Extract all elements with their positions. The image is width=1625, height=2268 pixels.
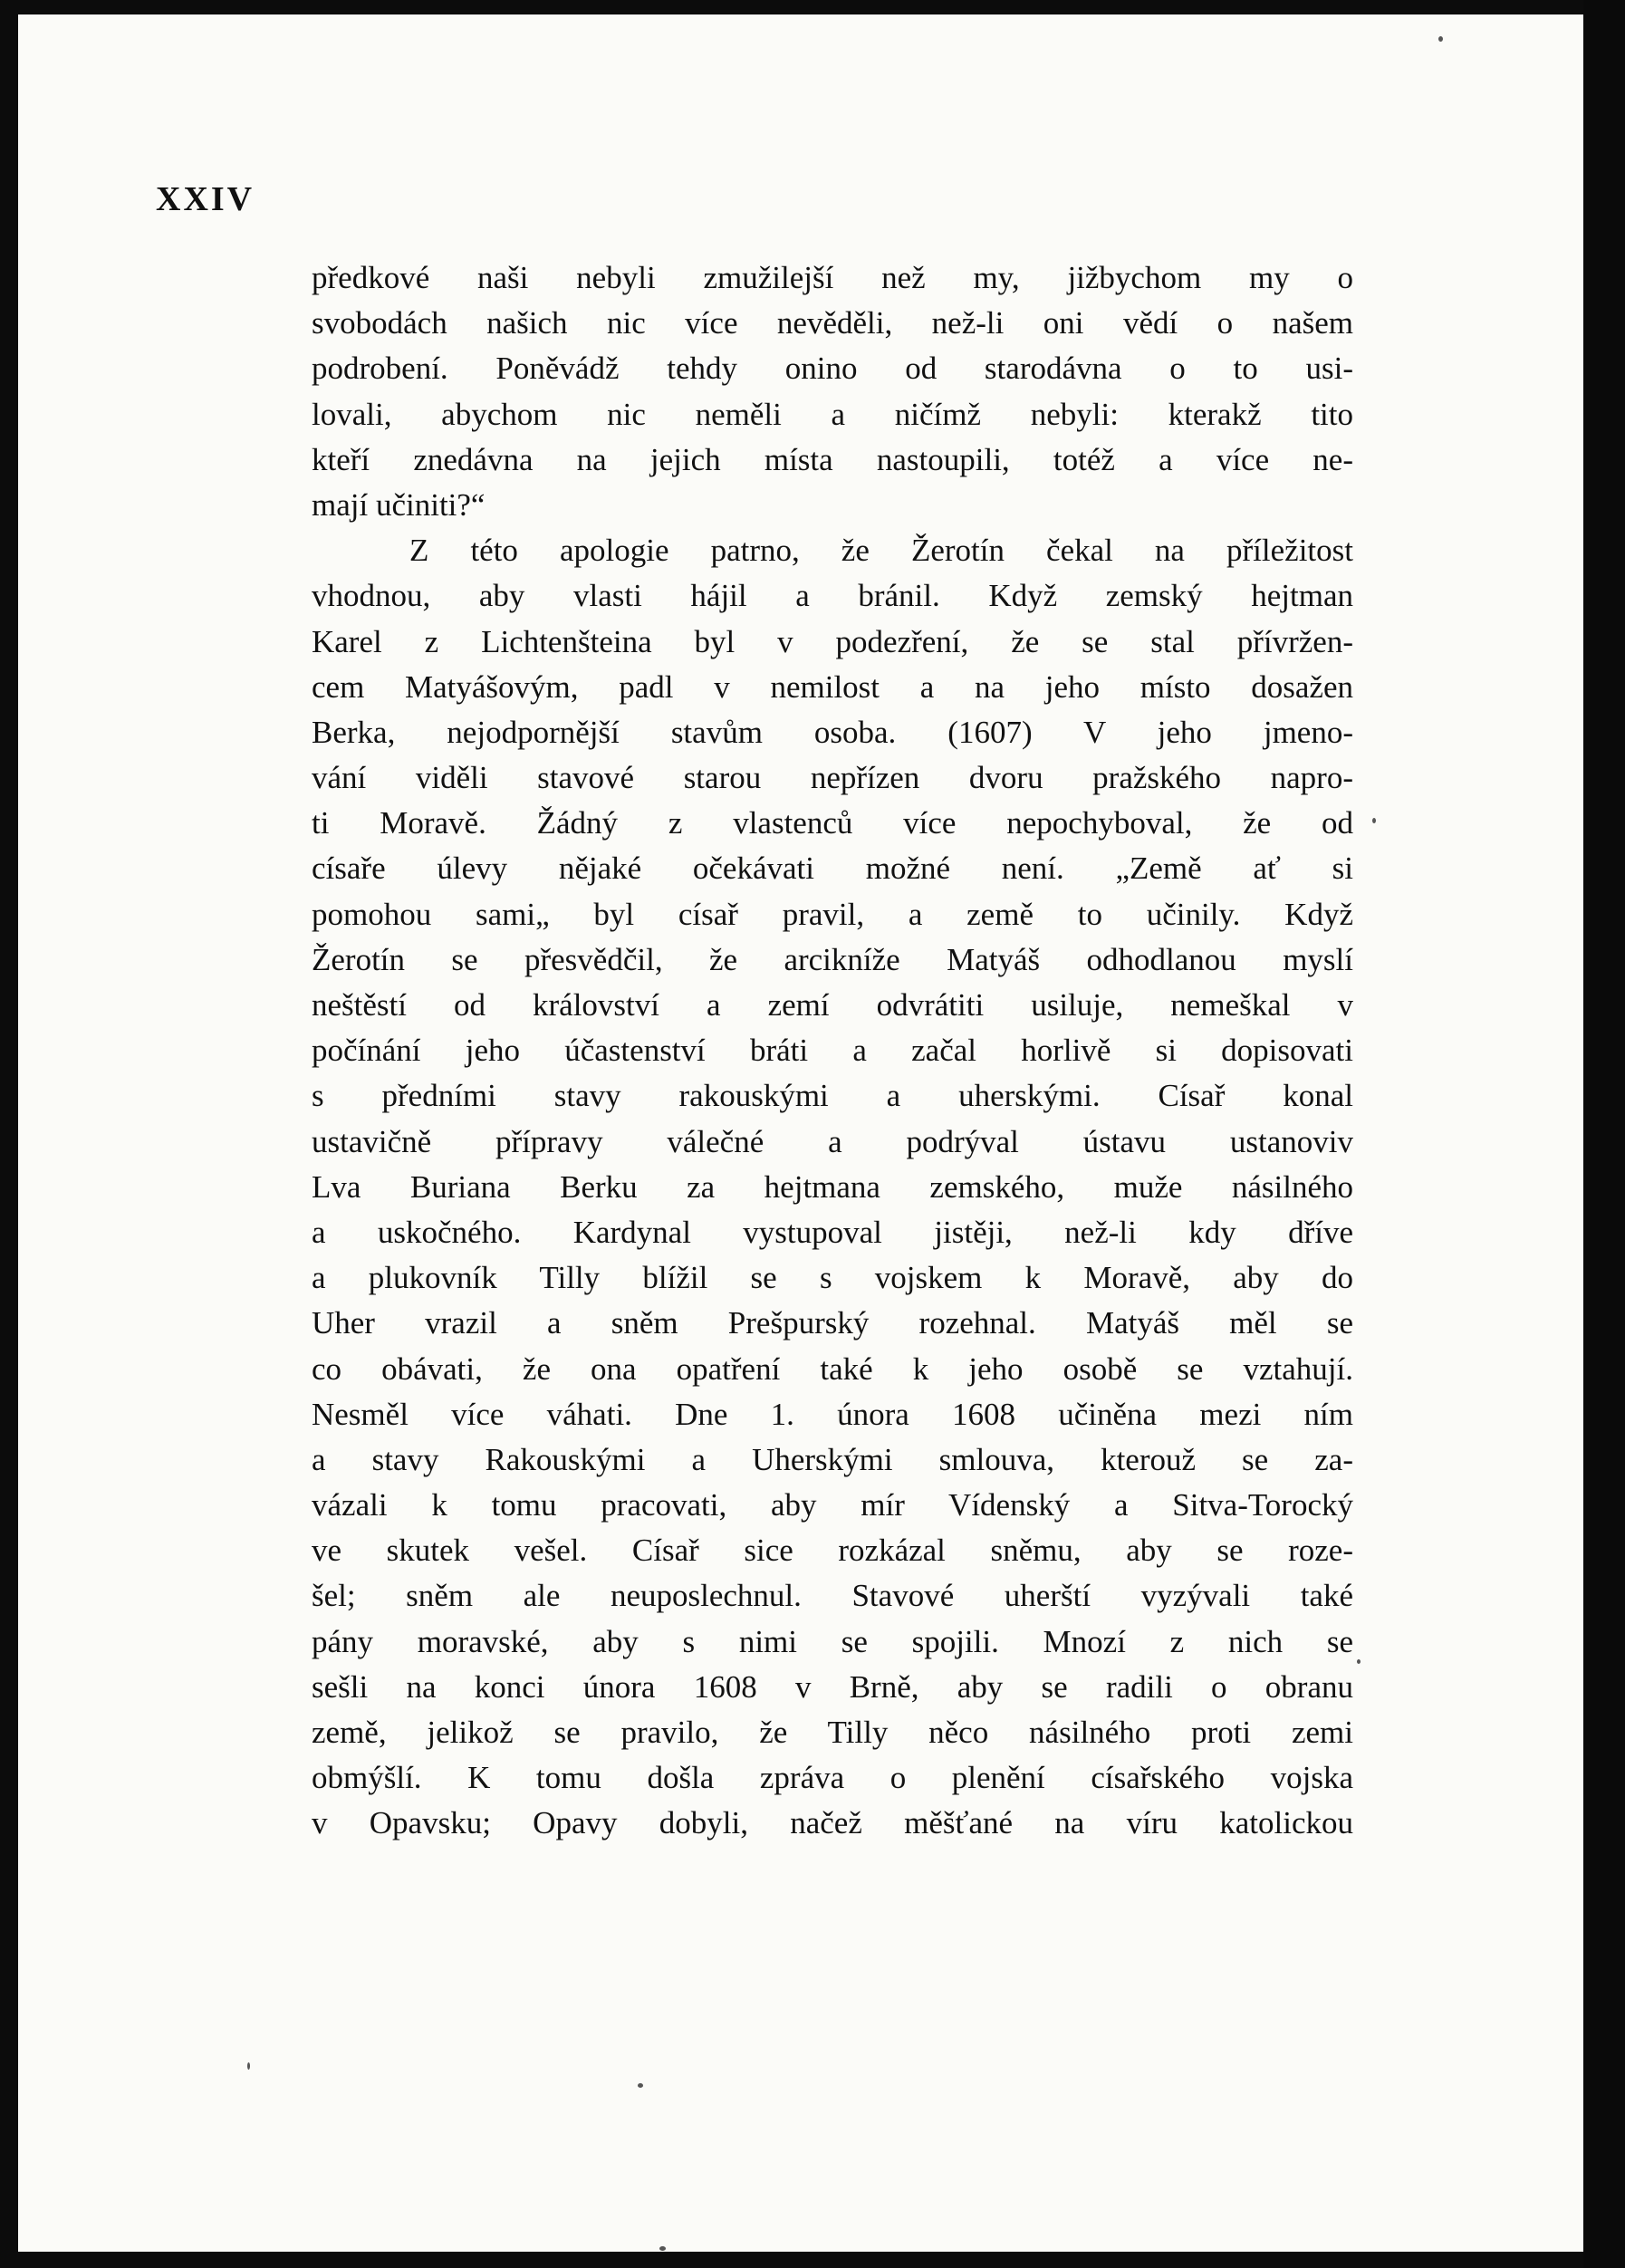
- text-line: a uskočného. Kardynal vystupoval jistěji, než-li kdy dříve: [312, 1214, 1353, 1250]
- text-line: Žerotín se přesvědčil, že arcikníže Matyáš odhodlanou myslí: [312, 941, 1353, 977]
- text-line: ustavičně přípravy válečné a podrýval ústavu ustanoviv: [312, 1123, 1353, 1159]
- text-line: Uher vrazil a sněm Prešpurský rozehnal. Matyáš měl se: [312, 1305, 1353, 1341]
- text-line: svobodách našich nic více nevěděli, než-li oni vědí o našem: [312, 305, 1353, 341]
- text-line: mají učiniti?“: [312, 486, 486, 523]
- text-line: obmýšlí. K tomu došla zpráva o plenění císařského vojska: [312, 1760, 1353, 1796]
- text-line: Lva Buriana Berku za hejtmana zemského, muže násilného: [312, 1168, 1353, 1205]
- text-line: cem Matyášovým, padl v nemilost a na jeho místo dosažen: [312, 668, 1353, 705]
- text-line: Berka, nejodpornější stavům osoba. (1607) V jeho jmeno-: [312, 714, 1353, 750]
- scan-speck: [659, 2246, 666, 2251]
- scan-speck: [638, 2083, 643, 2088]
- text-line: lovali, abychom nic neměli a ničímž nebyli: kterakž tito: [312, 396, 1353, 432]
- text-line: vhodnou, aby vlasti hájil a bránil. Když zemský hejtman: [312, 578, 1353, 614]
- page-number: XXIV: [156, 180, 255, 218]
- scan-speck: [1357, 1659, 1361, 1664]
- text-line: v Opavsku; Opavy dobyli, načež měšťané na víru katolickou: [312, 1805, 1353, 1841]
- scan-edge: [1583, 0, 1625, 2268]
- text-line: vázali k tomu pracovati, aby mír Vídenský a Sitva-Torocký: [312, 1487, 1353, 1523]
- text-line: Z této apologie patrno, že Žerotín čekal na příležitost: [409, 533, 1353, 569]
- text-line: Karel z Lichtenšteina byl v podezření, že se stal přívržen-: [312, 623, 1353, 659]
- text-line: co obávati, že ona opatření také k jeho osobě se vztahují.: [312, 1350, 1353, 1387]
- text-line: země, jelikož se pravilo, že Tilly něco násilného proti zemi: [312, 1715, 1353, 1750]
- text-line: ti Moravě. Žádný z vlastenců více nepochyboval, že od: [312, 805, 1353, 841]
- text-line: a stavy Rakouskými a Uherskými smlouva, kterouž se za-: [312, 1441, 1353, 1477]
- body-text: [312, 255, 1353, 1847]
- scan-speck: [1438, 36, 1443, 42]
- text-line: ve skutek vešel. Císař sice rozkázal sněmu, aby se roze-: [312, 1533, 1353, 1569]
- text-line: počínání jeho účastenství bráti a začal horlivě si dopisovati: [312, 1033, 1353, 1069]
- text-line: a plukovník Tilly blížil se s vojskem k Moravě, aby do: [312, 1260, 1353, 1296]
- text-line: Nesměl více váhati. Dne 1. února 1608 učiněna mezi ním: [312, 1396, 1353, 1432]
- text-line: vání viděli stavové starou nepřízen dvoru pražského napro-: [312, 760, 1353, 796]
- scan-speck: [247, 2062, 250, 2070]
- text-line: šel; sněm ale neuposlechnul. Stavové uherští vyzývali také: [312, 1578, 1353, 1614]
- text-line: pány moravské, aby s nimi se spojili. Mnozí z nich se: [312, 1623, 1353, 1659]
- scan-speck: [1372, 818, 1376, 823]
- text-line: podrobení. Poněvádž tehdy onino od starodávna o to usi-: [312, 351, 1353, 387]
- text-line: neštěstí od království a zemí odvrátiti usiluje, nemeškal v: [312, 987, 1353, 1023]
- text-line: císaře úlevy nějaké očekávati možné není. „Země ať si: [312, 850, 1353, 887]
- text-line: s předními stavy rakouskými a uherskými. Císař konal: [312, 1078, 1353, 1114]
- text-line: kteří znedávna na jejich místa nastoupili, totéž a více ne-: [312, 441, 1353, 477]
- text-line: předkové naši nebyli zmužilejší než my, jižbychom my o: [312, 260, 1353, 295]
- text-line: sešli na konci února 1608 v Brně, aby se radili o obranu: [312, 1668, 1353, 1705]
- text-line: pomohou sami„ byl císař pravil, a země to učinily. Když: [312, 896, 1353, 932]
